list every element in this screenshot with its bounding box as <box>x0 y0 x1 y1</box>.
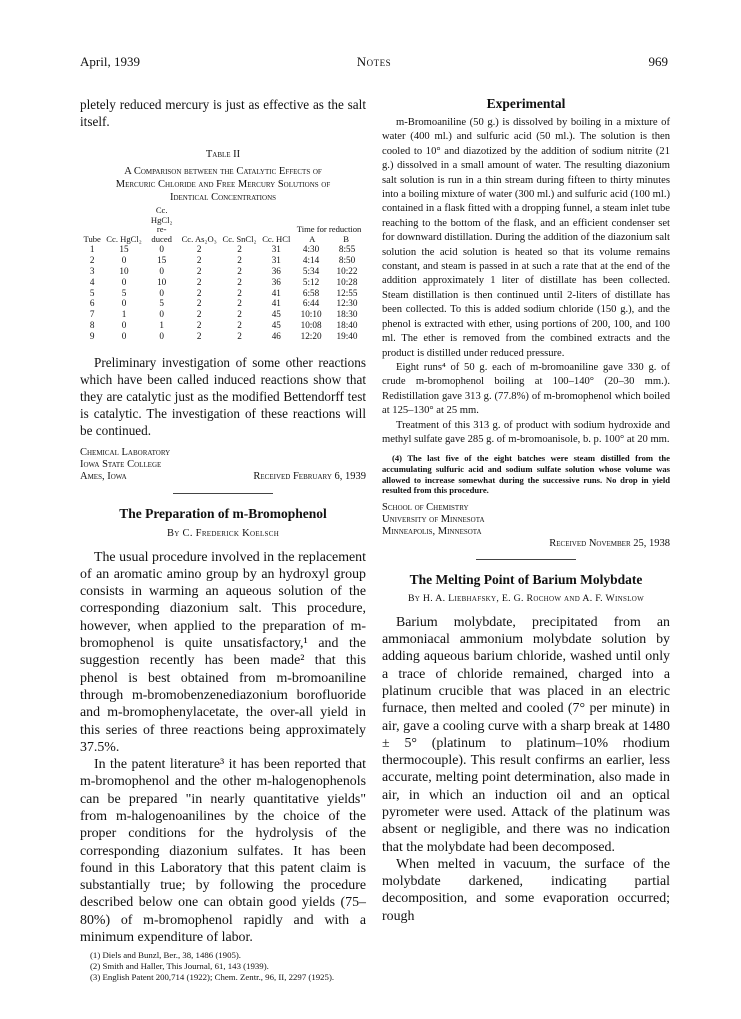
experimental-paragraph-1: m-Bromoaniline (50 g.) is dissolved by boiling in a mixture of water (400 ml.) and sulfuric acid (50 ml.). The solution is then cooled to 10° and diazotized by the addition of sodium nitrite (21 g.) dissolved in a small amount of water. The resulting diazonium salt solution is run in a thin stream during fifteen to thirty minutes into a boiling mixture of water (300 ml.) and sulfuric acid (100 ml.) contained in a flask fitted with a dropping funnel, a steam inlet tube reaching to the bottom of the flask, and an efficient condenser set for downward distillation. During the addition of the diazonium salt solution the acid solution is heated so that its volume remains constant, and steam is passed in at such a rate that at the end of the addition approximately 1 liter of distillate has been collected. Steam distillation is then continued until 2-liters of distillate has been collected. To this is added sodium chloride (150 g.), and the phenol is extracted with ether, using portions of 200, 100, and 100 ml. The ether is removed from the combined extracts and the product is distilled under reduced pressure. <box>382 117 670 359</box>
table-cell: 9 <box>89 330 95 341</box>
th-time <box>293 206 365 244</box>
header-section: Notes <box>356 54 392 69</box>
table-cell: 31 <box>271 255 281 266</box>
right-article-title: The Melting Point of Barium Molybdate <box>409 571 643 587</box>
table-cell: 41 <box>271 287 281 298</box>
table-cell: 2 <box>196 309 202 320</box>
table-cell: 19:40 <box>336 330 358 341</box>
footnote-3: (3) English Patent 200,714 (1922); Chem. Zentr., 96, II, 2297 (1925). <box>90 972 335 983</box>
footnote-1: (1) Diels and Bunzl, Ber., 38, 1486 (1905). <box>90 950 241 961</box>
table-row <box>81 277 365 288</box>
table-cell: 2 <box>196 255 202 266</box>
table-cell: 2 <box>196 265 202 276</box>
table-cell: 5 <box>89 287 95 298</box>
table-cell: 36 <box>271 276 281 287</box>
table-cell: 4:30 <box>302 244 320 255</box>
th-time-label: Time for reduction <box>296 224 362 235</box>
table-cell: 8:50 <box>338 255 356 266</box>
article-title: The Preparation of m-Bromophenol <box>119 505 327 521</box>
table-cell: 4 <box>89 276 95 287</box>
table-cell: 0 <box>159 265 164 276</box>
table-cell: 10 <box>157 276 167 287</box>
table-cell: 18:30 <box>336 309 358 320</box>
table-row <box>81 320 365 331</box>
table-caption-line-1: A Comparison between the Catalytic Effects of <box>124 166 322 177</box>
table-cell: 2 <box>237 330 242 341</box>
table-cell: 5:12 <box>302 276 320 287</box>
table-cell: 5 <box>121 287 127 298</box>
table-caption-line-3: Identical Concentrations <box>169 192 277 203</box>
right-received-date: Received November 25, 1938 <box>549 537 670 549</box>
table-cell: 0 <box>121 298 127 309</box>
table-row <box>81 331 365 342</box>
table-cell: 0 <box>121 255 127 266</box>
table-row <box>81 298 365 309</box>
table-cell: 2 <box>196 287 202 298</box>
th-cc-hgcl2-reduced: Cc. HgCl₂ re- duced <box>150 205 173 244</box>
right-affiliation-line-1: School of Chemistry <box>382 501 469 513</box>
table-row <box>81 309 365 320</box>
table-cell: 15 <box>157 255 167 266</box>
table-label: Table II <box>205 149 241 160</box>
table-cell: 10:22 <box>336 265 358 276</box>
table-cell: 41 <box>271 298 281 309</box>
table-cell: 5 <box>159 298 164 309</box>
table-cell: 8 <box>89 319 95 330</box>
footnote-4: (4) The last five of the eight batches were steam distilled from the accumulating sulfuric acid and sodium sulfate solution whose volume was allowed to increase somewhat during the successive runs. No drop in yield resulted from this procedure. <box>382 453 670 496</box>
th-a: A <box>309 233 316 244</box>
table-cell: 8:55 <box>338 244 356 255</box>
table-cell: 2 <box>237 309 242 320</box>
table-cell: 45 <box>271 319 281 330</box>
table-cell: 2 <box>237 287 242 298</box>
table-cell: 10:08 <box>300 319 322 330</box>
table-row <box>81 288 365 299</box>
th-cc-hgcl2: Cc. HgCl₂ <box>106 233 142 244</box>
experimental-heading: Experimental <box>486 96 566 111</box>
experimental-paragraph-3: Treatment of this 313 g. of product with sodium hydroxide and methyl sulfate gave 285 g. of m-bromoanisole, b. p. 100° at 20 mm. <box>382 419 670 445</box>
table-cell: 2 <box>196 330 202 341</box>
table-row <box>81 255 365 266</box>
table-cell: 2 <box>196 298 202 309</box>
preliminary-paragraph: Preliminary investigation of some other reactions which have been called induced reactions show that they are catalytic just as the modified Bettendorff test is catalytic. The investigation of these reactions will be continued. <box>80 354 366 438</box>
table-cell: 2 <box>237 244 242 255</box>
table-cell: 0 <box>121 276 127 287</box>
table-cell: 4:14 <box>302 255 320 266</box>
article-byline: By C. Frederick Koelsch <box>166 527 280 539</box>
received-date: Received February 6, 1939 <box>253 470 366 482</box>
table-cell: 46 <box>271 330 281 341</box>
table-cell: 18:40 <box>336 319 358 330</box>
page-number: 969 <box>648 54 668 69</box>
experimental-paragraph-2: Eight runs⁴ of 50 g. each of m-bromoaniline gave 330 g. of crude m-bromophenol boiling at 100–140° (20–30 mm.). Redistillation gave 313 g. (77.8%) of m-bromophenol which boiled at 125–130° at 25 mm. <box>382 361 670 417</box>
table-cell: 2 <box>89 255 95 266</box>
th-tube: Tube <box>83 233 101 244</box>
table-cell: 1 <box>121 309 127 320</box>
table-cell: 6:58 <box>302 287 320 298</box>
table-cell: 3 <box>89 265 95 276</box>
table-cell: 31 <box>271 244 281 255</box>
table-cell: 2 <box>196 319 202 330</box>
table-cell: 7 <box>89 309 95 320</box>
table-cell: 2 <box>237 276 242 287</box>
right-article-byline: By H. A. Liebhafsky, E. G. Rochow and A. F. Winslow <box>407 592 645 604</box>
table-cell: 12:20 <box>300 330 322 341</box>
table-cell: 12:55 <box>336 287 358 298</box>
th-b: B <box>343 233 349 244</box>
table-cell: 2 <box>237 255 242 266</box>
affiliation-line-1: Chemical Laboratory <box>80 446 171 458</box>
right-affiliation-line-3: Minneapolis, Minnesota <box>382 525 482 537</box>
table-cell: 2 <box>237 298 242 309</box>
table-cell: 6 <box>89 298 95 309</box>
table-cell: 2 <box>237 319 242 330</box>
table-cell: 5:34 <box>302 265 320 276</box>
th-cc-as2o3: Cc. As₂O₃ <box>181 233 217 244</box>
table-cell: 0 <box>159 309 164 320</box>
table-cell: 10 <box>119 265 129 276</box>
paragraph-1: The usual procedure involved in the replacement of an aromatic amino group by an hydroxyl group consists in warming an aqueous solution of the corresponding diazonium salt. This procedure, however, when applied to the preparation of m-bromophenol is quite unsatisfactory,¹ and the suggestion recently has been made² that this phenol is best obtained from m-bromoaniline through m-bromobenzenediazonium borofluoride and m-bromophenylacetate, the over-all yield in this series of three reactions being approximately 37.5%. <box>80 549 366 755</box>
table-cell: 45 <box>271 309 281 320</box>
table-cell: 15 <box>119 244 129 255</box>
left-column <box>80 96 366 983</box>
table-cell: 0 <box>121 319 127 330</box>
table-cell: 10:28 <box>336 276 358 287</box>
continued-text: pletely reduced mercury is just as effective as the salt itself. <box>80 97 366 129</box>
table-row <box>81 266 365 277</box>
table-cell: 12:30 <box>336 298 358 309</box>
table-cell: 36 <box>271 265 281 276</box>
table-caption-line-2: Mercuric Chloride and Free Mercury Solutions of <box>115 179 331 190</box>
table-cell: 1 <box>159 319 164 330</box>
table-cell: 10:10 <box>300 309 322 320</box>
city: Ames, Iowa <box>80 470 127 482</box>
th-cc-hcl: Cc. HCl <box>262 233 291 244</box>
footnote-2: (2) Smith and Haller, This Journal, 61, 143 (1939). <box>90 961 269 972</box>
right-column <box>382 96 670 925</box>
table-row <box>81 244 365 255</box>
table-cell: 0 <box>159 330 164 341</box>
table-cell: 0 <box>159 244 164 255</box>
table-cell: 0 <box>159 287 164 298</box>
table-cell: 1 <box>89 244 95 255</box>
right-paragraph-2: When melted in vacuum, the surface of the molybdate darkened, indicating partial decomposition, and some evaporation occurred; rough <box>382 856 670 924</box>
paragraph-2: In the patent literature³ it has been reported that m-bromophenol and the other m-halogenophenols can be prepared "in nearly quantitative yields" from m-halogenoanilines by the choice of the proper conditions for the hydrolysis of the corresponding diazonium sulfates. It has been found in this Laboratory that this patent claim is substantially true; by following the procedure described below one can obtain good yields (75–80%) of m-bromophenol rapidly and with a minimum expenditure of labor. <box>80 757 366 946</box>
header-date: April, 1939 <box>80 54 140 69</box>
right-paragraph-1: Barium molybdate, precipitated from an ammoniacal ammonium molybdate solution by adding aqueous barium chloride, washed until only a trace of chloride remained, charged into a platinum crucible that was placed in an electric furnace, then melted and cooled (7° per minute) in air, gave a cooling curve with a sharp break at 1480 ± 5° (platinum to platinum–10% rhodium thermocouple). This result confirms an earlier, less accurate, melting point determination, also made in air, in which an induction oil and an optical pyrometer were used. Attack of the platinum was absent or negligible, and there was no indication that the molybdate had been decomposed. <box>382 614 670 855</box>
page-header <box>80 54 668 72</box>
table-cell: 6:44 <box>302 298 320 309</box>
table-cell: 0 <box>121 330 127 341</box>
affiliation-line-2: Iowa State College <box>80 458 162 470</box>
affiliation-line-3 <box>80 471 366 483</box>
table-cell: 2 <box>237 265 242 276</box>
th-cc-sncl2: Cc. SnCl₂ <box>222 233 257 244</box>
table-cell: 2 <box>196 276 202 287</box>
table-cell: 2 <box>196 244 202 255</box>
right-affiliation-line-2: University of Minnesota <box>382 513 485 525</box>
table-ii <box>81 206 365 342</box>
